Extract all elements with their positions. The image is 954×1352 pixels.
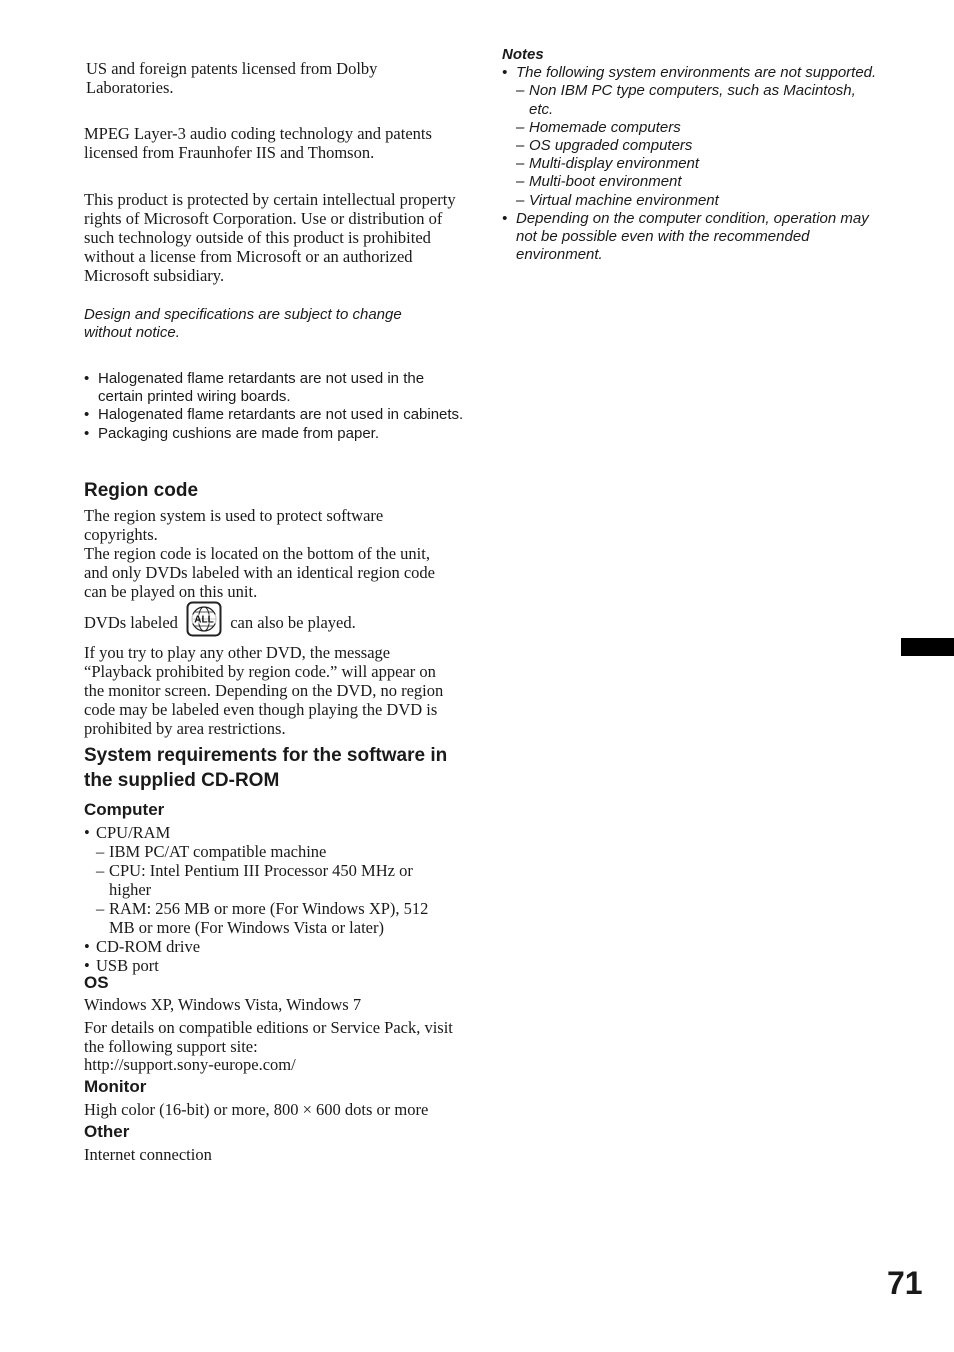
- bullet-icon: •: [502, 209, 508, 227]
- list-item: • CD-ROM drive: [84, 937, 201, 956]
- other-text: Internet connection: [84, 1145, 212, 1164]
- support-url-link[interactable]: http://support.sony-europe.com/: [84, 1055, 296, 1074]
- dash-icon: –: [96, 861, 105, 880]
- cpu-ram-sublist: [96, 842, 456, 937]
- notes-section: [502, 46, 882, 264]
- list-item: • Halogenated flame retardants are not used in the certain printed wiring boards.: [84, 370, 425, 406]
- region-code-heading: Region code: [84, 480, 199, 501]
- dvds-labeled-line: DVDs labeled ALL can also be played.: [84, 611, 454, 637]
- list-item: – Multi-display environment: [516, 155, 700, 173]
- list-item: • The following system environments are not supported. – Non IBM PC type computers, such as Macintosh, etc. – Homemade computers – OS upgraded computers – Multi-display environment – Multi-boot environment – Virtual machine environment: [502, 64, 882, 210]
- os-details-text: For details on compatible editions or Service Pack, visit the following support site:: [84, 1018, 453, 1056]
- os-list-text: Windows XP, Windows Vista, Windows 7: [84, 995, 362, 1014]
- bullet-icon: •: [502, 64, 508, 82]
- dash-icon: –: [516, 155, 525, 173]
- region-para-1: The region system is used to protect software copyrights.: [84, 506, 384, 544]
- microsoft-ip-text: This product is protected by certain intellectual property rights of Microsoft Corporation. Use or distribution of such technology outside of this product is prohibited without a license from Microsoft or an authorized Microsoft subsidiary.: [84, 190, 456, 285]
- region-all-logo-icon: [186, 601, 222, 637]
- monitor-heading: Monitor: [84, 1077, 147, 1096]
- list-item: • USB port: [84, 956, 159, 975]
- os-heading: OS: [84, 973, 109, 992]
- list-item: – Multi-boot environment: [516, 173, 682, 191]
- list-item: • CPU/RAM – IBM PC/AT compatible machine – CPU: Intel Pentium III Processor 450 MHz or higher – RAM: 256 MB or more (For Windows XP), 512 MB or more (For Windows Vista or later): [84, 823, 456, 937]
- computer-requirements-list: [84, 823, 456, 975]
- bullet-icon: •: [84, 370, 90, 387]
- section-tab-marker: [901, 638, 954, 656]
- list-item: – Non IBM PC type computers, such as Macintosh, etc.: [516, 82, 856, 118]
- dash-icon: –: [516, 82, 525, 100]
- region-code-section: [84, 506, 454, 738]
- bullet-icon: •: [84, 424, 90, 442]
- list-item: • Depending on the computer condition, operation may not be possible even with the recommended environment.: [502, 209, 869, 264]
- bullet-icon: •: [84, 937, 90, 956]
- list-item: • Packaging cushions are made from paper.: [84, 424, 379, 442]
- bullet-icon: •: [84, 823, 90, 842]
- dash-icon: –: [516, 137, 525, 155]
- dolby-patent-text: US and foreign patents licensed from Dolby Laboratories.: [86, 59, 378, 97]
- bullet-icon: •: [84, 956, 90, 975]
- list-item: – Homemade computers: [516, 118, 681, 136]
- monitor-text: High color (16-bit) or more, 800 × 600 dots or more: [84, 1100, 429, 1119]
- dash-icon: –: [96, 899, 105, 918]
- mpeg-patent-text: MPEG Layer-3 audio coding technology and patents licensed from Fraunhofer IIS and Thomson.: [84, 124, 432, 162]
- list-item: – IBM PC/AT compatible machine: [96, 842, 327, 861]
- region-para-3: If you try to play any other DVD, the message “Playback prohibited by region code.” will appear on the monitor screen. Depending on the DVD, no region code may be labeled even though playing the DVD is prohibited by area restrictions.: [84, 643, 444, 738]
- dash-icon: –: [96, 842, 105, 861]
- unsupported-env-sublist: [516, 82, 882, 209]
- dash-icon: –: [516, 191, 525, 209]
- list-item: – RAM: 256 MB or more (For Windows XP), 512 MB or more (For Windows Vista or later): [96, 899, 429, 937]
- list-item: – OS upgraded computers: [516, 137, 693, 155]
- computer-heading: Computer: [84, 800, 165, 819]
- notes-list: [502, 64, 882, 264]
- other-heading: Other: [84, 1122, 130, 1141]
- notes-heading: Notes: [502, 46, 544, 63]
- eco-list: [84, 370, 464, 443]
- list-item: • Halogenated flame retardants are not used in cabinets.: [84, 406, 464, 424]
- region-para-2: The region code is located on the bottom of the unit, and only DVDs labeled with an identical region code can be played on this unit.: [84, 544, 435, 601]
- region-all-logo-text: ALL: [194, 614, 214, 626]
- list-item: – Virtual machine environment: [516, 191, 719, 209]
- system-requirements-heading: System requirements for the software in the supplied CD-ROM: [84, 745, 448, 791]
- dash-icon: –: [516, 173, 525, 191]
- page-number: 71: [887, 1265, 923, 1301]
- dash-icon: –: [516, 118, 525, 136]
- design-change-note: Design and specifications are subject to change without notice.: [84, 306, 402, 342]
- bullet-icon: •: [84, 406, 90, 424]
- list-item: – CPU: Intel Pentium III Processor 450 MHz or higher: [96, 861, 413, 899]
